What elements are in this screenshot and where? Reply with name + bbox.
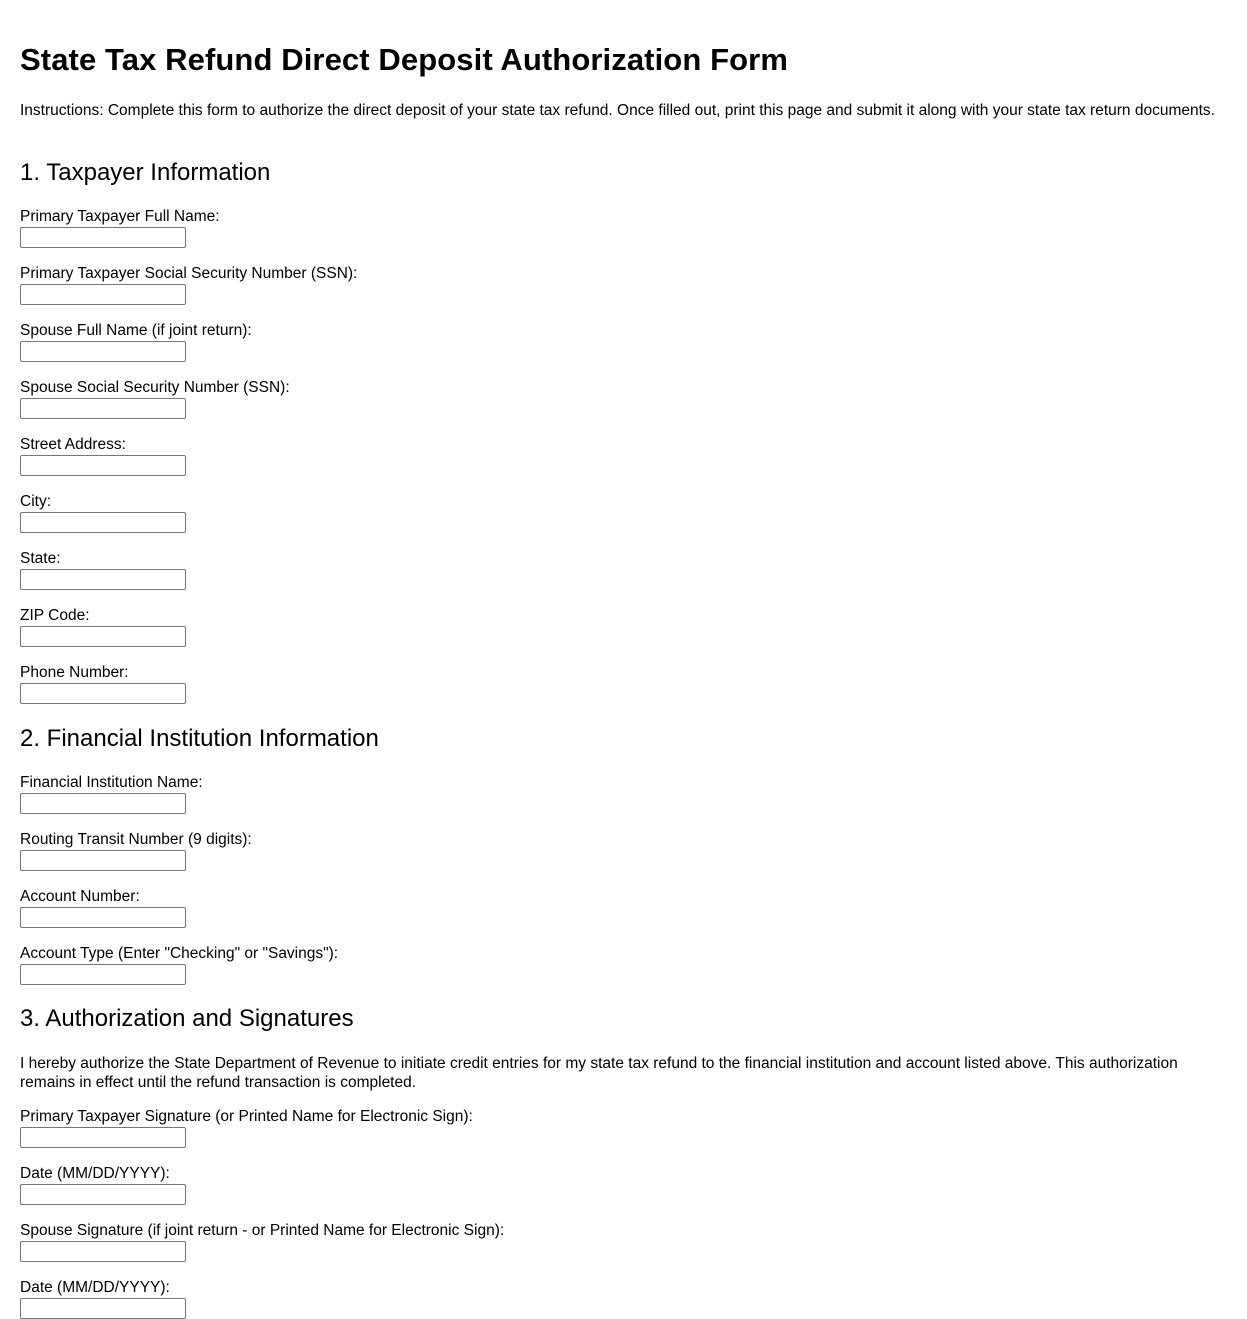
field-label: Spouse Social Security Number (SSN): xyxy=(20,379,290,396)
section-heading-taxpayer-information: 1. Taxpayer Information xyxy=(20,159,271,186)
field-state xyxy=(20,550,186,590)
field-street-address xyxy=(20,436,186,476)
field-label: Account Type (Enter "Checking" or "Savings"): xyxy=(20,945,339,962)
field-label: Primary Taxpayer Social Security Number (SSN): xyxy=(20,265,358,282)
field-routing-transit-number xyxy=(20,831,252,871)
section-heading-authorization: 3. Authorization and Signatures xyxy=(20,1005,354,1032)
field-label: Date (MM/DD/YYYY): xyxy=(20,1165,170,1182)
field-phone-number xyxy=(20,664,186,704)
routing-transit-number-input[interactable] xyxy=(20,850,186,871)
field-primary-taxpayer-ssn xyxy=(20,265,357,305)
primary-signature-date-input[interactable] xyxy=(20,1184,186,1205)
field-label: Account Number: xyxy=(20,888,140,905)
zip-code-input[interactable] xyxy=(20,626,186,647)
field-label: Routing Transit Number (9 digits): xyxy=(20,831,252,848)
spouse-full-name-input[interactable] xyxy=(20,341,186,362)
field-zip-code xyxy=(20,607,186,647)
field-label: Street Address: xyxy=(20,436,126,453)
field-spouse-full-name xyxy=(20,322,252,362)
spouse-ssn-input[interactable] xyxy=(20,398,186,419)
field-primary-taxpayer-signature xyxy=(20,1108,473,1148)
field-label: Primary Taxpayer Full Name: xyxy=(20,208,220,225)
field-account-number xyxy=(20,888,186,928)
spouse-signature-date-input[interactable] xyxy=(20,1298,186,1319)
primary-taxpayer-full-name-input[interactable] xyxy=(20,227,186,248)
field-primary-signature-date xyxy=(20,1165,186,1205)
account-type-input[interactable] xyxy=(20,964,186,985)
field-financial-institution-name xyxy=(20,774,203,814)
state-input[interactable] xyxy=(20,569,186,590)
field-label: State: xyxy=(20,550,61,567)
authorization-statement: I hereby authorize the State Department of Revenue to initiate credit entries for my state tax refund to the financial institution and account listed above. This authorization remains in effect until the refund transaction is completed. xyxy=(20,1055,1178,1091)
field-label: Phone Number: xyxy=(20,664,129,681)
field-label: ZIP Code: xyxy=(20,607,90,624)
field-spouse-signature-date xyxy=(20,1279,186,1319)
primary-taxpayer-signature-input[interactable] xyxy=(20,1127,186,1148)
section-heading-financial-institution: 2. Financial Institution Information xyxy=(20,725,379,752)
field-spouse-ssn xyxy=(20,379,290,419)
field-label: Financial Institution Name: xyxy=(20,774,203,791)
field-label: Date (MM/DD/YYYY): xyxy=(20,1279,170,1296)
page-title: State Tax Refund Direct Deposit Authorization Form xyxy=(20,42,788,77)
financial-institution-name-input[interactable] xyxy=(20,793,186,814)
city-input[interactable] xyxy=(20,512,186,533)
field-city xyxy=(20,493,186,533)
field-label: Spouse Signature (if joint return - or Printed Name for Electronic Sign): xyxy=(20,1222,505,1239)
field-spouse-signature xyxy=(20,1222,504,1262)
instructions-text: Instructions: Complete this form to authorize the direct deposit of your state tax refund. Once filled out, print this page and submit it along with your state tax return documents. xyxy=(20,102,1215,119)
field-primary-taxpayer-full-name xyxy=(20,208,220,248)
spouse-signature-input[interactable] xyxy=(20,1241,186,1262)
account-number-input[interactable] xyxy=(20,907,186,928)
field-label: Spouse Full Name (if joint return): xyxy=(20,322,252,339)
phone-number-input[interactable] xyxy=(20,683,186,704)
field-account-type xyxy=(20,945,338,985)
street-address-input[interactable] xyxy=(20,455,186,476)
primary-taxpayer-ssn-input[interactable] xyxy=(20,284,186,305)
field-label: Primary Taxpayer Signature (or Printed Name for Electronic Sign): xyxy=(20,1108,473,1125)
field-label: City: xyxy=(20,493,51,510)
